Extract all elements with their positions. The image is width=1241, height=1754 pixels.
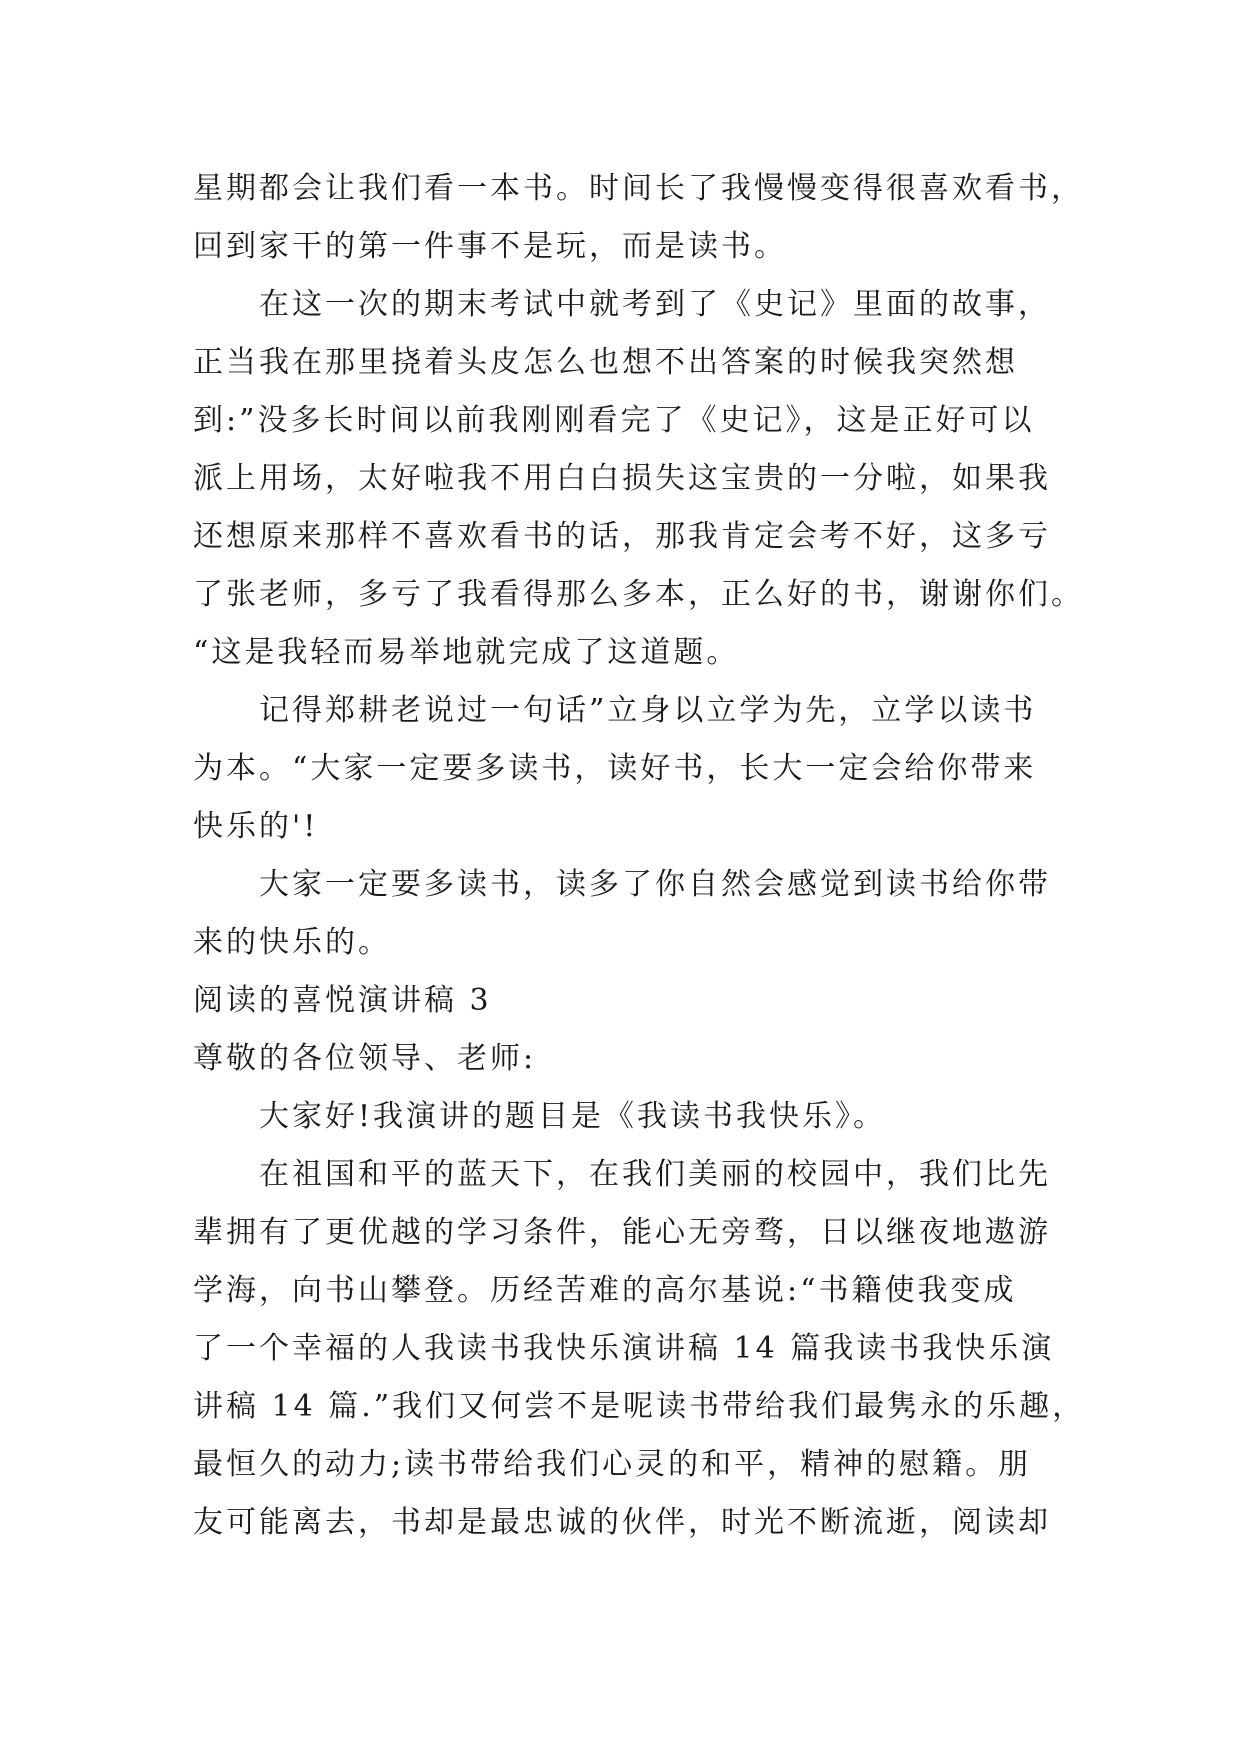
text-line: 尊敬的各位领导、老师: [193, 1041, 537, 1076]
text-line: 了张老师，多亏了我看得那么多本，正么好的书，谢谢你们。 [193, 577, 1084, 612]
text-line: 记得郑耕老说过一句话”立身以立学为先，立学以读书 [259, 693, 1037, 728]
text-line: 大家一定要多读书，读多了你自然会感觉到读书给你带 [259, 867, 1051, 902]
text-line: 辈拥有了更优越的学习条件，能心无旁骛，日以继夜地遨游 [193, 1215, 1051, 1250]
text-line: 快乐的'! [193, 809, 319, 844]
text-line: 友可能离去，书却是最忠诚的伙伴，时光不断流逝，阅读却 [193, 1505, 1051, 1540]
text-line: 大家好!我演讲的题目是《我读书我快乐》。 [259, 1099, 887, 1134]
text-line: 最恒久的动力;读书带给我们心灵的和平，精神的慰籍。朋 [193, 1447, 1032, 1482]
text-line: 星期都会让我们看一本书。时间长了我慢慢变得很喜欢看书， [193, 171, 1084, 206]
text-line: 来的快乐的。 [193, 925, 391, 960]
text-line: 阅读的喜悦演讲稿 3 [193, 983, 492, 1018]
text-line: 回到家干的第一件事不是玩，而是读书。 [193, 229, 787, 264]
text-line: “这是我轻而易举地就完成了这道题。 [193, 635, 740, 670]
text-line: 在祖国和平的蓝天下，在我们美丽的校园中，我们比先 [259, 1157, 1051, 1192]
text-line: 为本。“大家一定要多读书，读好书，长大一定会给你带来 [193, 751, 1037, 786]
text-line: 讲稿 14 篇.”我们又何尝不是呢读书带给我们最隽永的乐趣， [193, 1389, 1086, 1424]
text-line: 学海，向书山攀登。历经苦难的高尔基说:“书籍使我变成 [193, 1273, 1017, 1308]
text-line: 还想原来那样不喜欢看书的话，那我肯定会考不好，这多亏 [193, 519, 1051, 554]
text-line: 了一个幸福的人我读书我快乐演讲稿 14 篇我读书我快乐演 [193, 1331, 1055, 1366]
text-line: 到:”没多长时间以前我刚刚看完了《史记》，这是正好可以 [193, 403, 1035, 438]
document-body [193, 160, 1093, 1552]
text-line: 派上用场，太好啦我不用白白损失这宝贵的一分啦，如果我 [193, 461, 1051, 496]
text-line: 在这一次的期末考试中就考到了《史记》里面的故事， [259, 287, 1051, 322]
text-line: 正当我在那里挠着头皮怎么也想不出答案的时候我突然想 [193, 345, 1018, 380]
